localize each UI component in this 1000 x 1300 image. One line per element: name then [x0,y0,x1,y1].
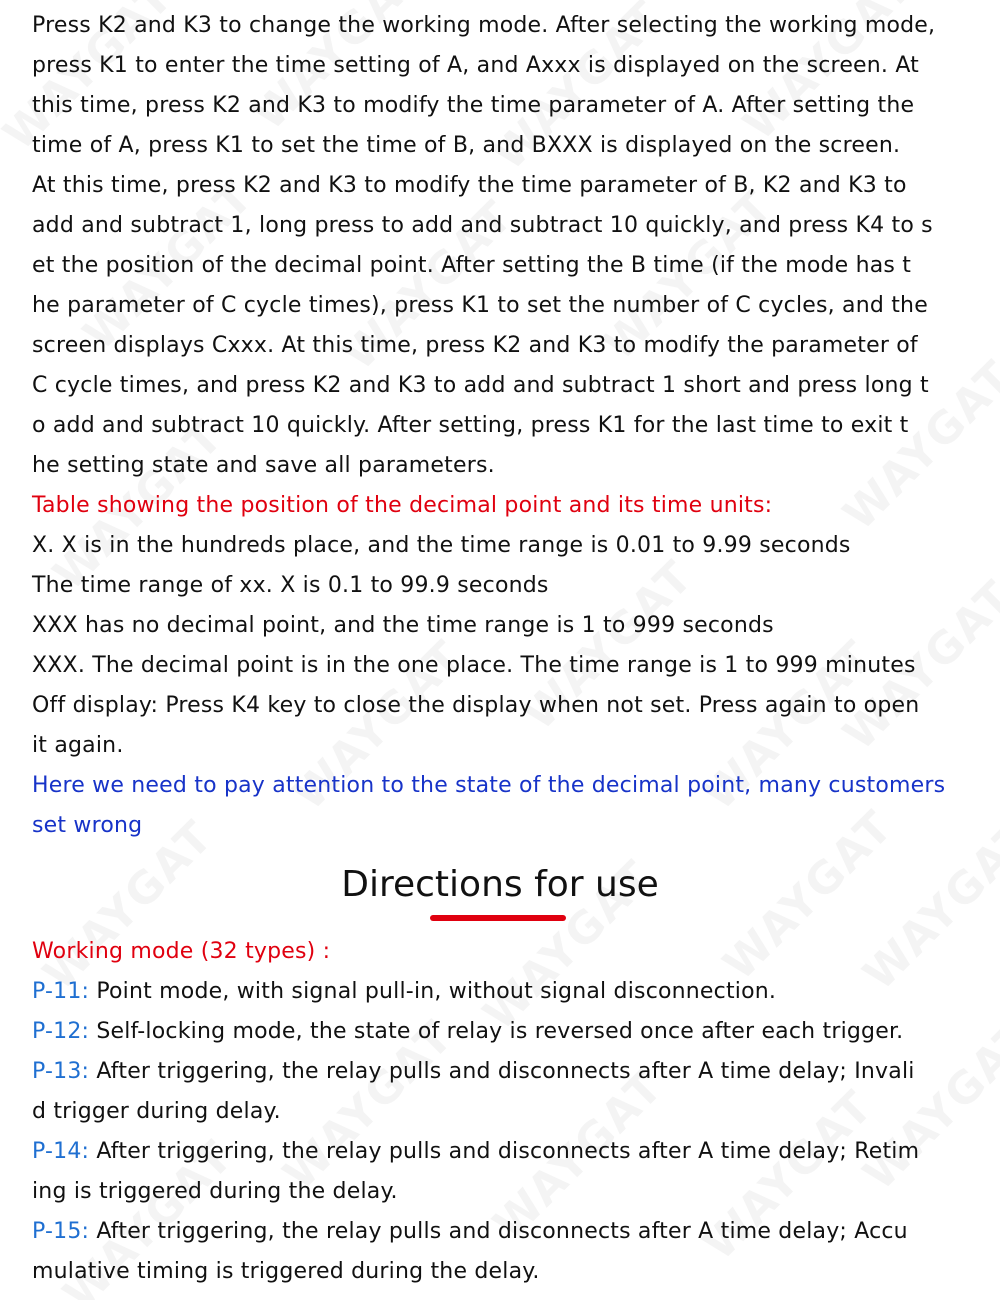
intro-line: At this time, press K2 and K3 to modify the time parameter of B, K2 and K3 to [32,173,907,198]
intro-line: he setting state and save all parameters. [32,453,495,478]
intro-line: et the position of the decimal point. After setting the B time (if the mode has t [32,253,912,278]
mode-item [32,972,982,1012]
intro-line: screen displays Cxxx. At this time, press K2 and K3 to modify the parameter of [32,333,918,358]
intro-line: time of A, press K1 to set the time of B, and BXXX is displayed on the screen. [32,133,901,158]
decimal-table-title: Table showing the position of the decimal point and its time units: [32,493,773,518]
intro-line: add and subtract 1, long press to add and subtract 10 quickly, and press K4 to s [32,213,933,238]
intro-line: Press K2 and K3 to change the working mode. After selecting the working mode, [32,13,936,38]
intro-line: C cycle times, and press K2 and K3 to add and subtract 1 short and press long t [32,373,929,398]
mode-code: P-11: [32,979,90,1004]
decimal-line: XXX. The decimal point is in the one place. The time range is 1 to 999 minutes [32,653,916,678]
mode-text: Self-locking mode, the state of relay is reversed once after each trigger. [96,1019,904,1044]
mode-code: P-13: [32,1059,90,1084]
decimal-line: it again. [32,733,124,758]
mode-code: P-14: [32,1139,90,1164]
mode-item [32,1052,982,1092]
mode-item [32,1132,982,1172]
mode-text-continued: d trigger during delay. [32,1099,281,1124]
intro-line: he parameter of C cycle times), press K1 to set the number of C cycles, and the [32,293,928,318]
intro-line: o add and subtract 10 quickly. After setting, press K1 for the last time to exit t [32,413,909,438]
mode-text: After triggering, the relay pulls and disconnects after A time delay; Accu [96,1219,908,1244]
decimal-line: Off display: Press K4 key to close the display when not set. Press again to open [32,693,920,718]
mode-text: After triggering, the relay pulls and disconnects after A time delay; Retim [96,1139,920,1164]
working-mode-title: Working mode (32 types) : [32,939,331,964]
mode-text: Point mode, with signal pull-in, without signal disconnection. [96,979,777,1004]
mode-item [32,1012,982,1052]
heading-underline [430,915,566,921]
mode-item [32,1212,982,1252]
instructions-block [32,6,982,846]
notice-line: set wrong [32,813,143,838]
decimal-line: X. X is in the hundreds place, and the time range is 0.01 to 9.99 seconds [32,533,851,558]
mode-code: P-15: [32,1219,90,1244]
intro-line: press K1 to enter the time setting of A, and Axxx is displayed on the screen. At [32,53,920,78]
decimal-line: XXX has no decimal point, and the time range is 1 to 999 seconds [32,613,774,638]
mode-text-continued: mulative timing is triggered during the delay. [32,1259,540,1284]
working-modes [32,932,982,1292]
mode-text: After triggering, the relay pulls and disconnects after A time delay; Invali [96,1059,915,1084]
notice-line: Here we need to pay attention to the state of the decimal point, many customers [32,773,946,798]
mode-text-continued: ing is triggered during the delay. [32,1179,398,1204]
intro-line: this time, press K2 and K3 to modify the time parameter of A. After setting the [32,93,915,118]
section-heading: Directions for use [341,864,659,905]
mode-code: P-12: [32,1019,90,1044]
decimal-line: The time range of xx. X is 0.1 to 99.9 seconds [32,573,549,598]
